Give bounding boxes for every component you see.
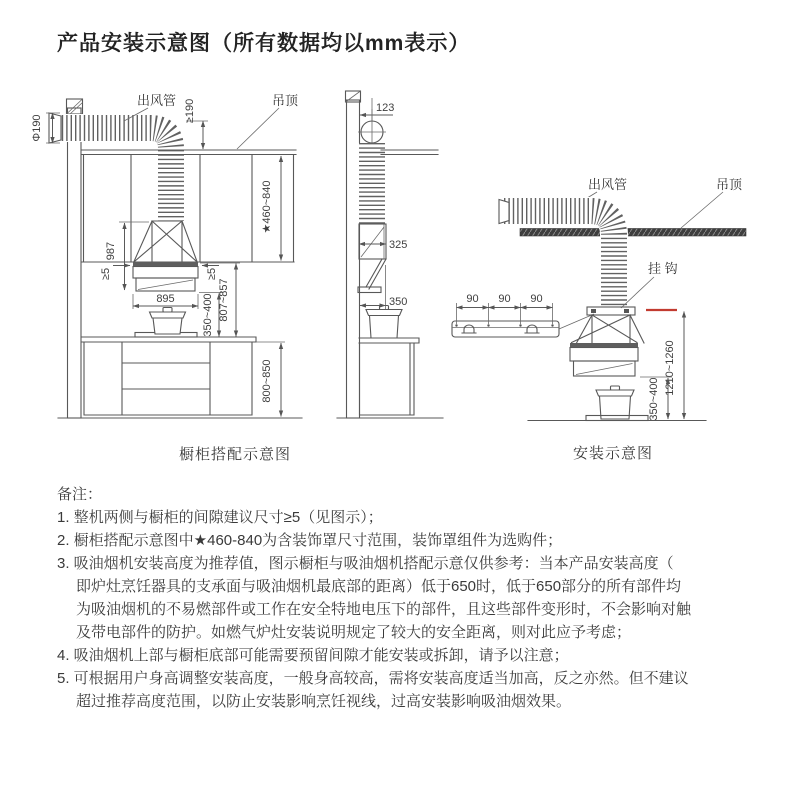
hanger-bar xyxy=(452,314,594,337)
label-ceiling-right: 吊顶 xyxy=(716,177,743,192)
label-hook-group xyxy=(621,261,678,308)
range-hood-install xyxy=(570,307,644,376)
dim-floor-to-hood-top: 1210~1260 xyxy=(664,340,676,396)
dim-hood-bottom-range: 807~857 xyxy=(218,278,230,322)
dim-hole-spans-group xyxy=(457,293,553,324)
dim-pot-to-hood-left: 350~400 xyxy=(202,293,214,337)
dim-hood-depth: 325 xyxy=(389,239,408,251)
dim-hole-span-2: 90 xyxy=(498,293,511,305)
label-ceiling-left-group xyxy=(237,93,299,149)
ceiling-band xyxy=(520,229,746,237)
dim-counter-depth: 350 xyxy=(389,296,408,308)
label-hook: 挂 钩 xyxy=(648,261,678,276)
dim-hood-total-height: 987 xyxy=(105,241,117,261)
outlet-duct-mask xyxy=(53,128,171,221)
note-item-4: 4. 吸油烟机上部与橱柜底部可能需要预留间隙才能安装或拆卸，请予以注意； xyxy=(57,647,569,664)
dim-side-gap-left: ≥5 xyxy=(100,267,112,281)
notes-heading: 备注： xyxy=(57,486,103,503)
dim-hood-width: 895 xyxy=(156,293,175,305)
ceiling-line-side xyxy=(381,150,438,155)
notes-section xyxy=(57,483,753,713)
note-item-1: 1. 整机两侧与橱柜的间隙建议尺寸≥5（见图示）； xyxy=(57,509,383,526)
countertop-side xyxy=(359,338,419,343)
countertop xyxy=(82,337,256,342)
caption-install-figure: 安装示意图 xyxy=(572,445,654,462)
note-item-3: 3. 吸油烟机安装高度为推荐值，图示橱柜与吸油烟机搭配示意仅供参考：当本产品安装高度（ 即炉灶烹饪器具的支承面与吸油烟机最底部的距离）低于650时，低于650部分的所有部件均 为吸油烟机的不易燃部件或工作在安全特地电压下的部件，且这些部件变形时，不会影响对触 及带电部件的防护。如燃气炉灶安装说明规定了较大的安全距离，则对此应予考虑； xyxy=(57,555,692,641)
page-title: 产品安装示意图（所有数据均以mm表示） xyxy=(57,32,471,56)
label-ceiling-right-group xyxy=(681,177,743,228)
base-cabinet xyxy=(84,342,252,415)
dim-hole-span-3: 90 xyxy=(530,293,543,305)
cooking-pot xyxy=(150,308,186,335)
dim-pipe-to-ceiling-group xyxy=(184,99,208,149)
dim-side-gap-right: ≥5 xyxy=(206,267,218,281)
label-outlet-pipe-right: 出风管 xyxy=(588,177,628,192)
dim-hole-span-1: 90 xyxy=(466,293,479,305)
dim-pipe-to-ceiling: ≥190 xyxy=(184,98,196,124)
base-cabinet-side xyxy=(360,343,415,415)
dim-pipe-diameter: Φ190 xyxy=(31,114,43,142)
dim-decor-cover-range-group xyxy=(261,156,281,261)
range-hood-body xyxy=(133,262,198,291)
label-outlet-pipe-left: 出风管 xyxy=(137,93,177,108)
dim-counter-height-group xyxy=(256,342,285,417)
cooking-pot-install xyxy=(596,386,634,419)
brick-wall-side xyxy=(347,100,360,418)
dim-wall-to-duct-center-group xyxy=(360,102,394,121)
ceiling-line xyxy=(82,150,296,155)
dim-side-gap-right-group xyxy=(202,266,219,281)
decor-chimney-cover xyxy=(134,221,197,262)
note-item-5: 5. 可根据用户身高调整安装高度，一般身高较高，需将安装高度适当加高，反之亦然。但不建议 超过推荐高度范围，以防止安装影响烹饪视线，过高安装影响吸油烟效果。 xyxy=(57,670,689,710)
dim-pot-to-hood-right: 350~400 xyxy=(648,377,660,421)
wall-cap xyxy=(67,99,83,114)
caption-cabinet-figure: 橱柜搭配示意图 xyxy=(178,446,292,463)
note-item-2: 2. 橱柜搭配示意图中★460-840为含装饰罩尺寸范围，装饰罩组件为选购件； xyxy=(57,532,563,549)
dim-counter-height: 800~850 xyxy=(261,359,273,403)
dim-hood-width-group xyxy=(133,293,198,309)
figure-install xyxy=(452,177,746,462)
dim-hood-depth-group xyxy=(359,239,407,251)
figure-cabinet-front xyxy=(31,93,302,463)
cooking-pot-side xyxy=(366,306,402,339)
duct-end-cuff-right xyxy=(499,200,509,224)
brick-wall xyxy=(68,108,82,418)
dim-side-gap-left-group xyxy=(100,266,130,281)
dim-wall-to-duct-center: 123 xyxy=(376,102,395,114)
outlet-duct-right-mask xyxy=(504,211,614,307)
duct-end-cuff xyxy=(49,113,61,143)
dim-decor-cover-range: ★460~840 xyxy=(261,180,273,234)
hood-side-profile xyxy=(358,224,386,293)
figure-cabinet-side xyxy=(337,91,443,418)
label-ceiling-left: 吊顶 xyxy=(272,93,299,108)
dim-floor-to-hood-top-group xyxy=(664,312,684,420)
